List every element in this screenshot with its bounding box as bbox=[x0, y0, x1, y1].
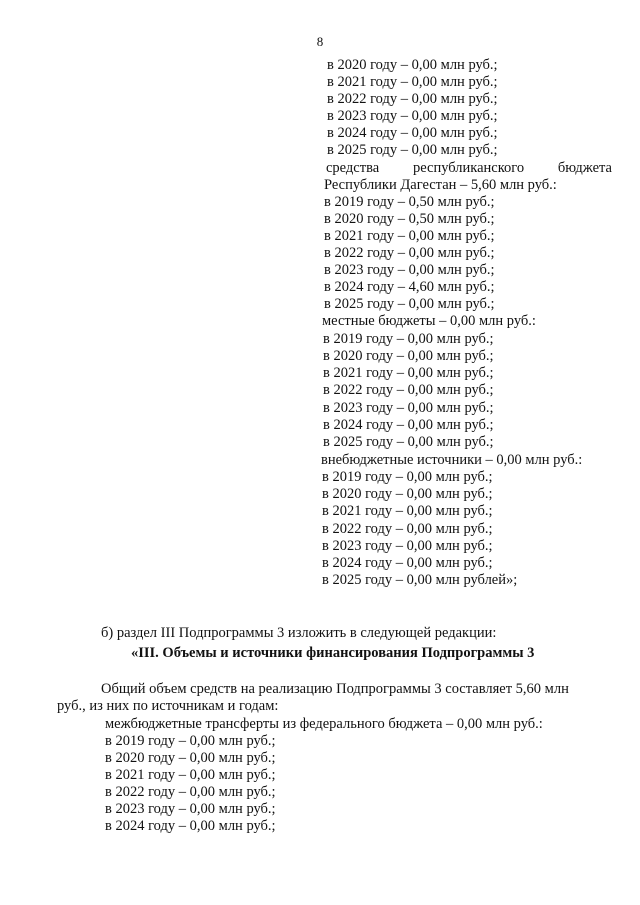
year-line: в 2021 году – 0,00 млн руб.; bbox=[105, 767, 276, 783]
section-b-intro: б) раздел III Подпрограммы 3 изложить в следующей редакции: bbox=[101, 625, 497, 641]
year-line: в 2020 году – 0,00 млн руб.; bbox=[327, 57, 498, 73]
year-line: в 2019 году – 0,00 млн руб.; bbox=[322, 469, 493, 485]
year-line: в 2023 году – 0,00 млн руб.; bbox=[324, 262, 495, 278]
year-line: в 2020 году – 0,00 млн руб.; bbox=[323, 348, 494, 364]
republic-budget-title: средства республиканского бюджета bbox=[326, 160, 612, 176]
year-line: в 2020 году – 0,00 млн руб.; bbox=[322, 486, 493, 502]
year-line: в 2023 году – 0,00 млн руб.; bbox=[323, 400, 494, 416]
year-line: в 2024 году – 0,00 млн руб.; bbox=[323, 417, 494, 433]
year-line: в 2021 году – 0,00 млн руб.; bbox=[324, 228, 495, 244]
year-line: в 2022 году – 0,00 млн руб.; bbox=[324, 245, 495, 261]
year-line: в 2020 году – 0,50 млн руб.; bbox=[324, 211, 495, 227]
year-line: в 2024 году – 0,00 млн руб.; bbox=[322, 555, 493, 571]
year-line: в 2022 году – 0,00 млн руб.; bbox=[322, 521, 493, 537]
year-line: в 2023 году – 0,00 млн руб.; bbox=[105, 801, 276, 817]
year-line: в 2019 году – 0,00 млн руб.; bbox=[323, 331, 494, 347]
year-line: в 2019 году – 0,50 млн руб.; bbox=[324, 194, 495, 210]
year-line: в 2025 году – 0,00 млн руб.; bbox=[323, 434, 494, 450]
year-line: в 2025 году – 0,00 млн руб.; bbox=[324, 296, 495, 312]
year-line: в 2023 году – 0,00 млн руб.; bbox=[322, 538, 493, 554]
year-line: в 2021 году – 0,00 млн руб.; bbox=[323, 365, 494, 381]
year-line: в 2024 году – 0,00 млн руб.; bbox=[105, 818, 276, 834]
year-line: в 2019 году – 0,00 млн руб.; bbox=[105, 733, 276, 749]
year-line: в 2024 году – 0,00 млн руб.; bbox=[327, 125, 498, 141]
total-paragraph-cont: руб., из них по источникам и годам: bbox=[57, 698, 279, 714]
year-line: в 2024 году – 4,60 млн руб.; bbox=[324, 279, 495, 295]
year-line: в 2022 году – 0,00 млн руб.; bbox=[327, 91, 498, 107]
year-line: в 2021 году – 0,00 млн руб.; bbox=[322, 503, 493, 519]
extrabudgetary-title: внебюджетные источники – 0,00 млн руб.: bbox=[321, 452, 583, 468]
year-line: в 2020 году – 0,00 млн руб.; bbox=[105, 750, 276, 766]
total-paragraph: Общий объем средств на реализацию Подпрограммы 3 составляет 5,60 млн bbox=[101, 681, 569, 697]
year-line: в 2025 году – 0,00 млн руб.; bbox=[327, 142, 498, 158]
local-budgets-title: местные бюджеты – 0,00 млн руб.: bbox=[322, 313, 536, 329]
republic-budget-title-cont: Республики Дагестан – 5,60 млн руб.: bbox=[324, 177, 557, 193]
federal-transfers-title: межбюджетные трансферты из федерального бюджета – 0,00 млн руб.: bbox=[105, 716, 543, 732]
year-line: в 2022 году – 0,00 млн руб.; bbox=[105, 784, 276, 800]
year-line: в 2022 году – 0,00 млн руб.; bbox=[323, 382, 494, 398]
year-line: в 2023 году – 0,00 млн руб.; bbox=[327, 108, 498, 124]
section-heading: «III. Объемы и источники финансирования Подпрограммы 3 bbox=[131, 645, 535, 661]
page-number: 8 bbox=[316, 34, 324, 49]
year-line: в 2025 году – 0,00 млн рублей»; bbox=[322, 572, 518, 588]
year-line: в 2021 году – 0,00 млн руб.; bbox=[327, 74, 498, 90]
